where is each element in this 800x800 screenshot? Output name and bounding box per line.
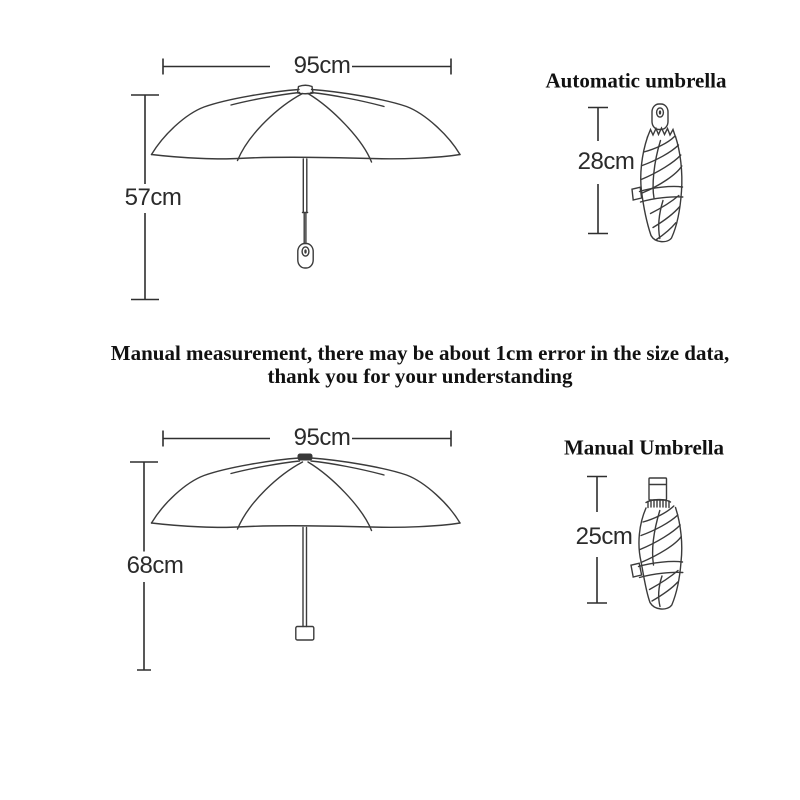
- automatic-open-umbrella-drawing: [152, 85, 461, 268]
- automatic-folded-height-label: 28cm: [577, 148, 635, 175]
- disclaimer-text: [40, 342, 800, 388]
- manual-umbrella-title: Manual Umbrella: [563, 435, 725, 460]
- disclaimer-line-2: thank you for your understanding: [267, 364, 573, 388]
- automatic-width-label: 95cm: [293, 52, 351, 79]
- automatic-height-label: 57cm: [124, 184, 182, 211]
- manual-folded-umbrella-drawing: [631, 478, 683, 609]
- manual-open-umbrella-drawing: [152, 454, 461, 641]
- disclaimer-line-1: Manual measurement, there may be about 1cm error in the size data,: [110, 341, 730, 365]
- automatic-umbrella-title: Automatic umbrella: [545, 68, 727, 93]
- automatic-folded-umbrella-drawing: [632, 104, 683, 242]
- manual-folded-height-label: 25cm: [575, 523, 633, 550]
- manual-height-label: 68cm: [126, 552, 184, 579]
- manual-width-label: 95cm: [293, 424, 351, 451]
